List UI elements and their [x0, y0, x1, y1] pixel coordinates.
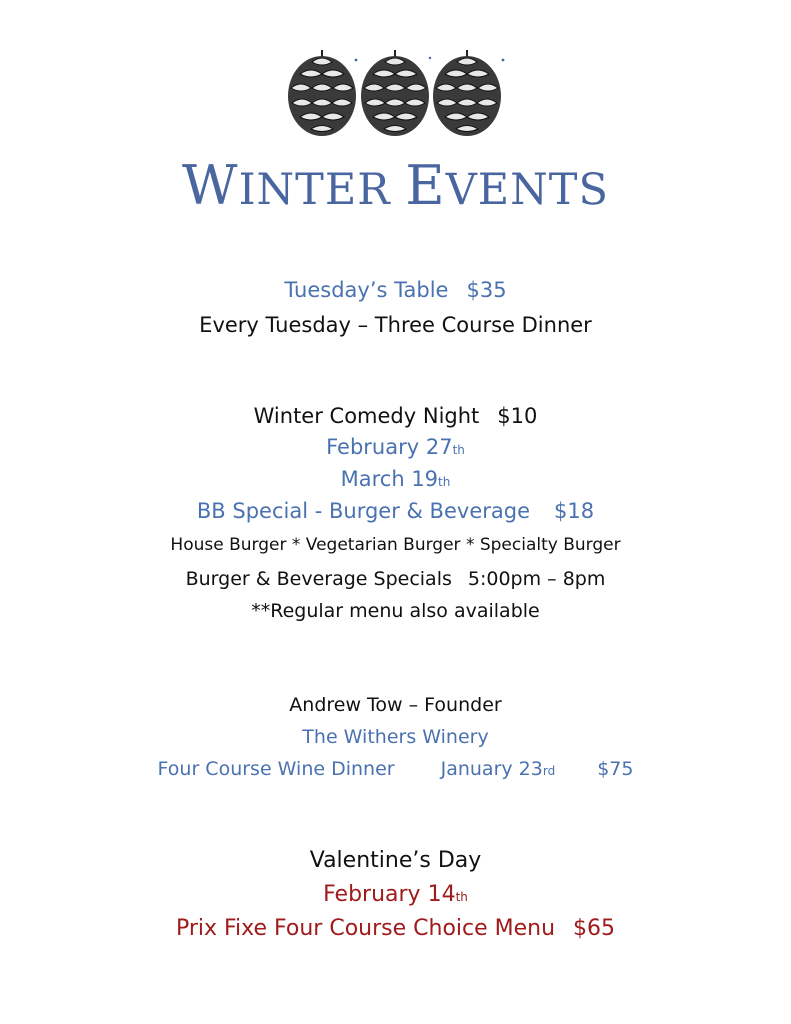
event-price: $75 [597, 758, 634, 780]
menu-price: $65 [573, 916, 616, 941]
event-name: Four Course Wine Dinner [157, 758, 395, 780]
pine-cone-icon [361, 50, 429, 136]
pine-cone-group [0, 44, 791, 140]
valentines-heading: Valentine’s Day [309, 848, 482, 873]
bb-special-heading [0, 501, 791, 522]
valentines-date: February 14th [323, 882, 468, 907]
wine-dinner-host: Andrew Tow – Founder [289, 694, 502, 716]
comedy-date-1: February 27th [326, 435, 465, 459]
event-name: Tuesday’s Table [284, 278, 449, 302]
wine-dinner-details [0, 760, 791, 779]
event-price: $35 [466, 278, 507, 302]
comedy-night-heading [0, 406, 791, 427]
valentines-menu [0, 918, 791, 940]
winery-name: The Withers Winery [302, 726, 489, 748]
pine-cone-icon [433, 50, 501, 136]
special-price: $18 [554, 499, 595, 523]
comedy-date-2: March 19th [340, 467, 451, 491]
menu-name: Prix Fixe Four Course Choice Menu [175, 916, 556, 941]
page-title: WINTER EVENTS [182, 154, 609, 217]
specials-hours: Burger & Beverage Specials 5:00pm – 8pm [185, 568, 606, 590]
event-name: Winter Comedy Night [253, 404, 480, 428]
tuesdays-table-heading [0, 280, 791, 301]
event-price: $10 [497, 404, 538, 428]
tuesdays-table-description: Every Tuesday – Three Course Dinner [199, 313, 592, 337]
regular-menu-note: **Regular menu also available [251, 600, 540, 622]
pine-cone-icon [288, 50, 356, 136]
event-date: January 23rd [440, 758, 556, 780]
special-name: BB Special - Burger & Beverage [196, 499, 530, 523]
burger-options: House Burger * Vegetarian Burger * Specialty Burger [170, 535, 621, 555]
pine-cones-drawing [0, 44, 791, 140]
